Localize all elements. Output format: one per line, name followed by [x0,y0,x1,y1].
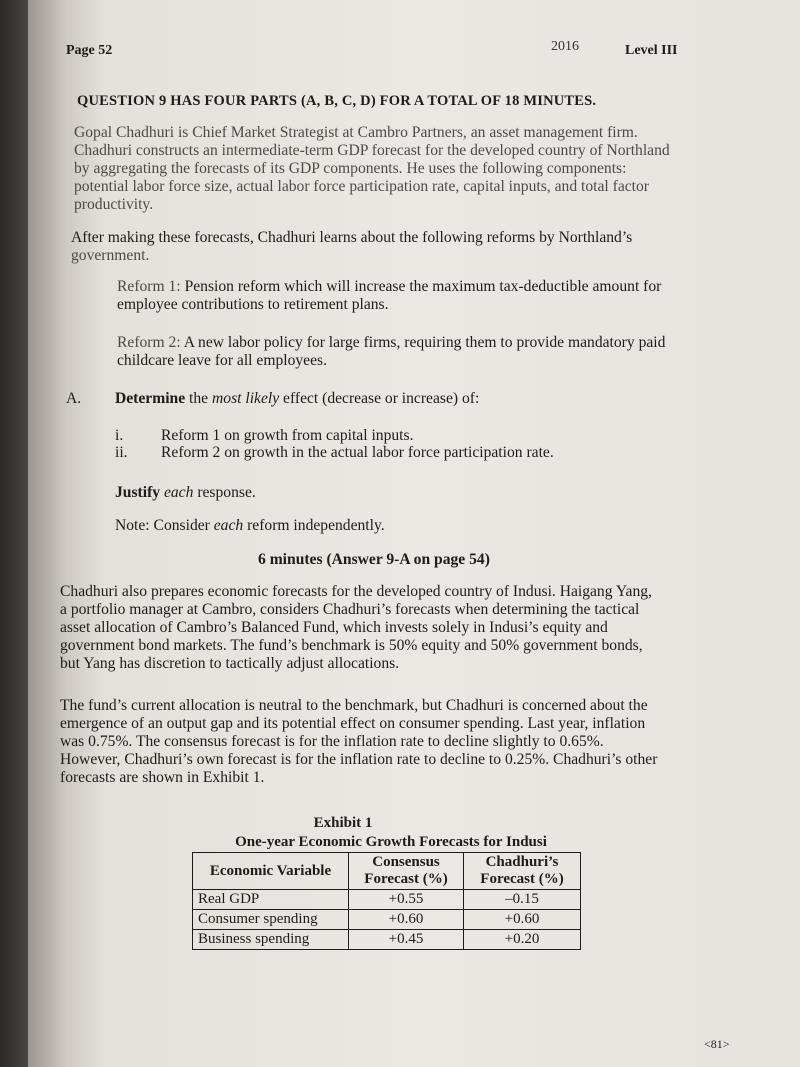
text-line [117,334,727,352]
text-line: After making these forecasts, Chadhuri learns about the following reforms by Northland’s [71,229,633,246]
reform-label: Reform 1: [117,278,181,295]
cell-consensus: +0.55 [349,890,464,910]
justify-word: Justify [115,484,161,501]
item-text: Reform 1 on growth from capital inputs. [161,427,414,444]
reform-label: Reform 2: [117,334,181,351]
table-row [193,930,581,950]
exhibit-title: Exhibit 1 [313,815,373,831]
part-a-letter: A. [66,390,82,407]
header-line: Forecast (%) [364,871,448,887]
timing-line: 6 minutes (Answer 9-A on page 54) [258,551,490,568]
text-line: productivity. [74,196,154,213]
reforms-intro-paragraph [71,229,721,265]
allocation-paragraph [60,697,740,787]
table-row [193,910,581,930]
item-number: i. [115,427,124,444]
reform-text: Pension reform which will increase the maximum tax-deductible amount for [184,278,662,295]
cell-chadhuri: +0.60 [464,910,581,930]
note-rest: reform independently. [247,517,385,534]
table-row [193,890,581,910]
item-number: ii. [115,444,128,461]
text-line: was 0.75%. The consensus forecast is for the inflation rate to decline slightly to 0.65%. [60,733,604,750]
exhibit-table [192,852,581,950]
text-line: government bond markets. The fund’s benchmark is 50% equity and 50% government bonds, [60,637,643,654]
text-line: childcare leave for all employees. [117,352,327,369]
reform-2 [117,334,727,370]
question-title: QUESTION 9 HAS FOUR PARTS (A, B, C, D) FOR A TOTAL OF 18 MINUTES. [77,93,597,109]
most-likely-emphasis: most likely [212,390,280,407]
part-a-prompt [115,390,715,408]
justify-rest: response. [197,484,256,501]
prompt-rest: effect (decrease or increase) of: [283,390,480,407]
text-line: government. [71,247,150,264]
header-economic-variable: Economic Variable [193,853,349,890]
header-chadhuri-forecast [464,853,581,890]
text-line [117,278,727,296]
cell-variable: Real GDP [193,890,349,910]
page-header-level: Level III [625,43,678,58]
text-line: potential labor force size, actual labor force participation rate, capital inputs, and total factor [74,178,649,195]
the-word: the [189,390,209,407]
text-line: employee contributions to retirement plans. [117,296,389,313]
text-line: Chadhuri also prepares economic forecasts for the developed country of Indusi. Haigang Yang, [60,583,652,600]
text-line: Chadhuri constructs an intermediate-term GDP forecast for the developed country of Northland [74,142,670,159]
header-line: Chadhuri’s [485,854,559,870]
page-header-year: 2016 [551,39,579,54]
note-label: Note: Consider [115,517,210,534]
intro-paragraph [74,124,724,214]
text-line: by aggregating the forecasts of its GDP components. He uses the following components: [74,160,627,177]
each-emphasis: each [213,517,244,534]
cell-variable: Business spending [193,930,349,950]
reform-text: A new labor policy for large firms, requiring them to provide mandatory paid [183,334,666,351]
cell-chadhuri: –0.15 [464,890,581,910]
indusi-paragraph [60,583,730,673]
text-line: but Yang has discretion to tactically adjust allocations. [60,655,400,672]
text-line: However, Chadhuri’s own forecast is for the inflation rate to decline to 0.25%. Chadhuri’s other [60,751,658,768]
cell-variable: Consumer spending [193,910,349,930]
text-line: asset allocation of Cambro’s Balanced Fund, which invests solely in Indusi’s equity and [60,619,608,636]
justify-instruction [115,484,256,502]
item-text: Reform 2 on growth in the actual labor force participation rate. [161,444,554,461]
each-emphasis: each [163,484,194,501]
cell-chadhuri: +0.20 [464,930,581,950]
header-line: Consensus [372,854,440,870]
text-line: a portfolio manager at Cambro, considers Chadhuri’s forecasts when determining the tactical [60,601,640,618]
cell-consensus: +0.45 [349,930,464,950]
header-line: Forecast (%) [480,871,564,887]
page-number-footer: <81> [704,1037,730,1051]
text-line: emergence of an output gap and its potential effect on consumer spending. Last year, inflation [60,715,646,732]
cell-consensus: +0.60 [349,910,464,930]
text-line: forecasts are shown in Exhibit 1. [60,769,265,786]
document-page [28,0,800,1067]
note-instruction [115,517,385,535]
table-header-row [193,853,581,890]
text-line: Gopal Chadhuri is Chief Market Strategist at Cambro Partners, an asset management firm. [74,124,638,141]
determine-word: Determine [115,390,186,407]
exhibit-subtitle: One-year Economic Growth Forecasts for Indusi [235,834,547,850]
reform-1 [117,278,727,314]
header-consensus-forecast [349,853,464,890]
page-header-number: Page 52 [66,43,113,58]
text-line: The fund’s current allocation is neutral to the benchmark, but Chadhuri is concerned about the [60,697,648,714]
